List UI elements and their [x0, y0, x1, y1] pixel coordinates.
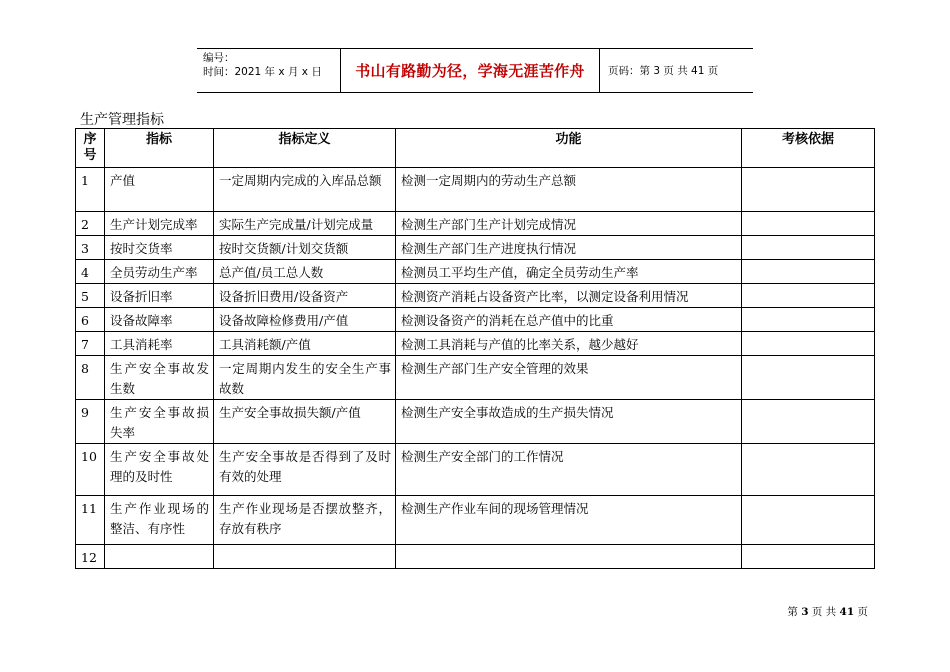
cell-indicator: 按时交货率 — [105, 236, 214, 260]
cell-function: 检测生产安全部门的工作情况 — [396, 444, 742, 496]
cell-definition: 总产值/员工总人数 — [214, 260, 396, 284]
cell-function: 检测一定周期内的劳动生产总额 — [396, 168, 742, 212]
cell-basis — [742, 444, 875, 496]
cell-no: 11 — [76, 496, 105, 545]
table-row — [76, 444, 875, 496]
cell-function: 检测资产消耗占设备资产比率，以测定设备利用情况 — [396, 284, 742, 308]
cell-basis — [742, 308, 875, 332]
cell-no: 6 — [76, 308, 105, 332]
cell-function: 检测设备资产的消耗在总产值中的比重 — [396, 308, 742, 332]
cell-indicator: 生产安全事故发生数 — [105, 356, 214, 400]
cell-function: 检测生产作业车间的现场管理情况 — [396, 496, 742, 545]
cell-definition: 按时交货额/计划交货额 — [214, 236, 396, 260]
cell-definition: 生产安全事故是否得到了及时有效的处理 — [214, 444, 396, 496]
cell-indicator — [105, 545, 214, 569]
table-body — [76, 168, 875, 569]
cell-definition: 生产安全事故损失额/产值 — [214, 400, 396, 444]
header-no: 序 号 — [76, 129, 105, 168]
table-row — [76, 400, 875, 444]
cell-basis — [742, 356, 875, 400]
document-number-label: 编号： — [203, 52, 235, 64]
header-basis: 考核依据 — [742, 129, 875, 168]
table-row — [76, 168, 875, 212]
header-meta — [197, 49, 340, 92]
table-row — [76, 545, 875, 569]
production-indicators-table — [75, 128, 875, 569]
section-title: 生产管理指标 — [80, 112, 164, 128]
cell-no: 4 — [76, 260, 105, 284]
cell-indicator: 工具消耗率 — [105, 332, 214, 356]
cell-basis — [742, 284, 875, 308]
cell-no: 1 — [76, 168, 105, 212]
cell-basis — [742, 260, 875, 284]
cell-definition: 设备折旧费用/设备资产 — [214, 284, 396, 308]
footer-suffix: 页 — [857, 606, 868, 618]
cell-no: 9 — [76, 400, 105, 444]
cell-no: 12 — [76, 545, 105, 569]
header-indicator: 指标 — [105, 129, 214, 168]
header-motto: 书山有路勤为径，学海无涯苦作舟 — [340, 49, 600, 92]
cell-basis — [742, 168, 875, 212]
cell-indicator: 全员劳动生产率 — [105, 260, 214, 284]
cell-function: 检测生产安全事故造成的生产损失情况 — [396, 400, 742, 444]
cell-definition: 一定周期内完成的入库品总额 — [214, 168, 396, 212]
header-page-label: 页码：第 3 页 共 41 页 — [608, 65, 719, 77]
table-row — [76, 212, 875, 236]
cell-function: 检测员工平均生产值，确定全员劳动生产率 — [396, 260, 742, 284]
cell-definition: 生产作业现场是否摆放整齐，存放有秩序 — [214, 496, 396, 545]
header-function: 功能 — [396, 129, 742, 168]
table-row — [76, 496, 875, 545]
cell-indicator: 产值 — [105, 168, 214, 212]
cell-definition — [214, 545, 396, 569]
footer-middle: 页 共 — [811, 606, 837, 618]
cell-indicator: 设备故障率 — [105, 308, 214, 332]
table-header-row — [76, 129, 875, 168]
cell-indicator: 生产作业现场的整洁、有序性 — [105, 496, 214, 545]
cell-basis — [742, 212, 875, 236]
cell-function: 检测工具消耗与产值的比率关系，越少越好 — [396, 332, 742, 356]
cell-definition: 设备故障检修费用/产值 — [214, 308, 396, 332]
cell-basis — [742, 236, 875, 260]
footer-total-pages: 41 — [839, 606, 855, 618]
table-row — [76, 284, 875, 308]
page-header — [197, 48, 753, 93]
cell-function: 检测生产部门生产计划完成情况 — [396, 212, 742, 236]
cell-no: 7 — [76, 332, 105, 356]
cell-no: 2 — [76, 212, 105, 236]
cell-definition: 一定周期内发生的安全生产事故数 — [214, 356, 396, 400]
cell-basis — [742, 400, 875, 444]
cell-basis — [742, 332, 875, 356]
cell-indicator: 生产计划完成率 — [105, 212, 214, 236]
cell-function — [396, 545, 742, 569]
cell-no: 8 — [76, 356, 105, 400]
cell-definition: 工具消耗额/产值 — [214, 332, 396, 356]
cell-function: 检测生产部门生产进度执行情况 — [396, 236, 742, 260]
footer-prefix: 第 — [787, 606, 798, 618]
footer-page-number: 3 — [801, 606, 809, 618]
cell-no: 5 — [76, 284, 105, 308]
cell-indicator: 生产安全事故损失率 — [105, 400, 214, 444]
cell-indicator: 生产安全事故处理的及时性 — [105, 444, 214, 496]
cell-definition: 实际生产完成量/计划完成量 — [214, 212, 396, 236]
table-row — [76, 236, 875, 260]
table-row — [76, 332, 875, 356]
table-row — [76, 260, 875, 284]
cell-function: 检测生产部门生产安全管理的效果 — [396, 356, 742, 400]
cell-no: 10 — [76, 444, 105, 496]
page-footer — [787, 604, 868, 619]
table-row — [76, 308, 875, 332]
cell-basis — [742, 496, 875, 545]
table-row — [76, 356, 875, 400]
cell-no: 3 — [76, 236, 105, 260]
cell-basis — [742, 545, 875, 569]
header-definition: 指标定义 — [214, 129, 396, 168]
document-time-label: 时间：2021 年 x 月 x 日 — [203, 66, 322, 78]
cell-indicator: 设备折旧率 — [105, 284, 214, 308]
